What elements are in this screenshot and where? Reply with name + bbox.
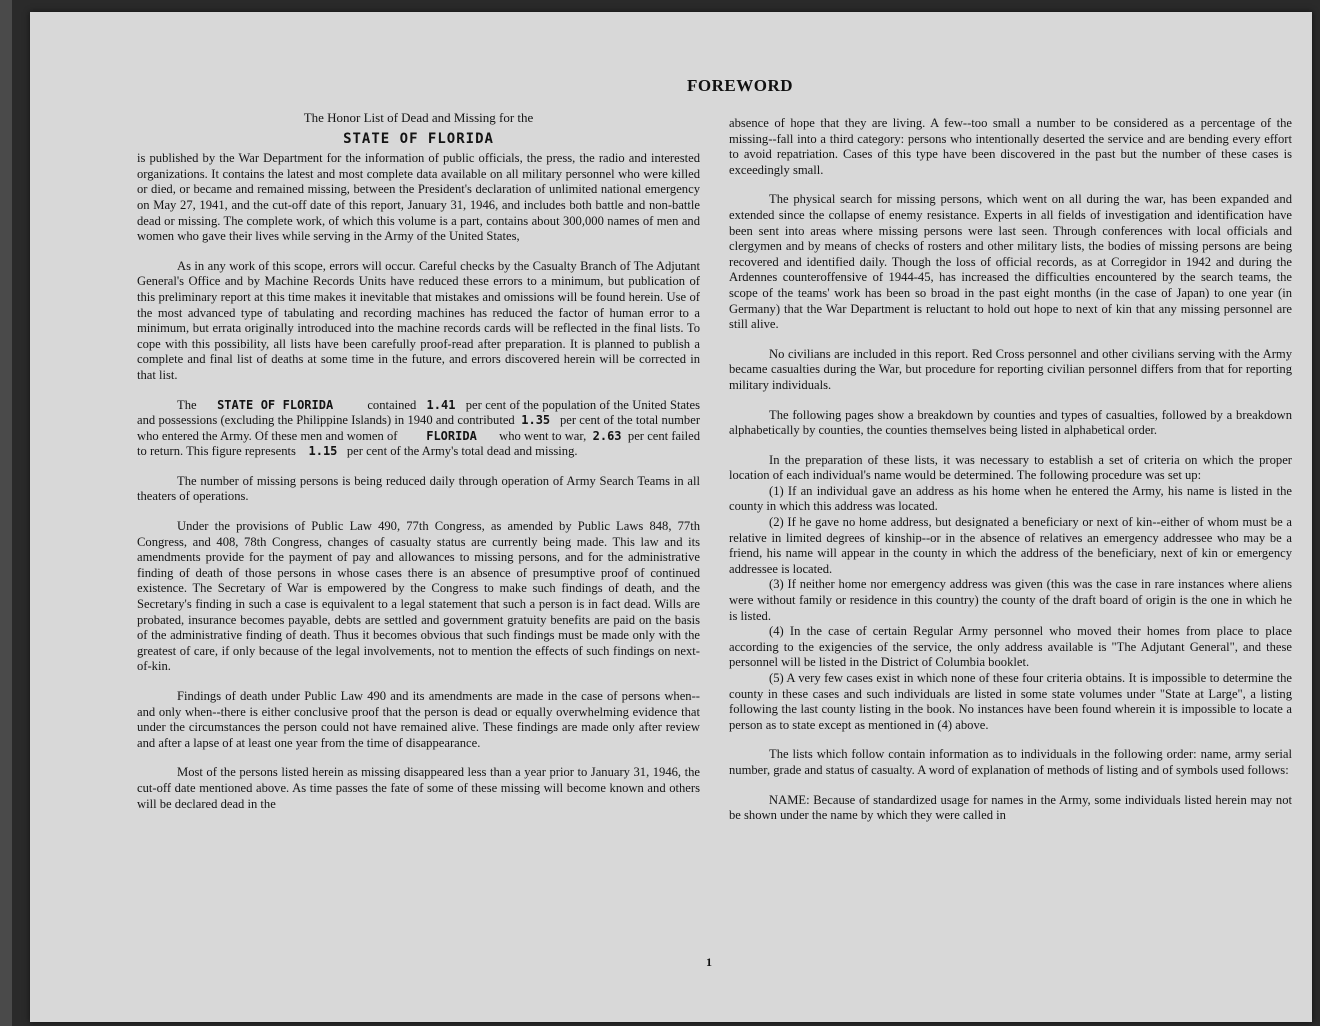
scan-edge — [0, 0, 12, 1026]
state-name-heading: STATE OF FLORIDA — [343, 130, 494, 147]
intro-paragraph: is published by the War Department for the information of public officials, the press, the radio and interested organizations. It contains the latest and most complete data available on all military personnel who were killed or died, or became and remained missing, between the President's declaration of unlimited national emergency on May 27, 1941, and the cut-off date of this report, January 31, 1946, and includes both battle and non-battle dead or missing. The complete work, of which this volume is a part, contains about 300,000 names of men and women who gave their lives while serving in the Army of the United States, — [137, 151, 700, 244]
stat-text: who went to war, — [499, 428, 587, 443]
page-title: FOREWORD — [687, 76, 793, 95]
public-law-paragraph: Under the provisions of Public Law 490, 77th Congress, as amended by Public Laws 848, 77th Congress, and 408, 78th Congress, changes of casualty status are currently being made. This law and its amendments provide for the payment of pay and allowances to missing persons, and for the administrative finding of death of those persons in whose cases there is an absence of presumptive proof of continued existence. The Secretary of War is empowered by the Congress to make such findings of death, and the Secretary's finding in such a case is equivalent to a legal statement that such a person is in fact dead. Wills are probated, insurance becomes payable, debts are settled and government gratuity benefits are paid on the basis of the administrative finding of death. Thus it becomes obvious that such findings must be made only with the greatest of care, if only because of the legal involvements, not to mention the effects of such findings on next-of-kin. — [137, 519, 700, 674]
civilians-paragraph: No civilians are included in this report. Red Cross personnel and other civilians serving with the Army became casualties during the War, but procedure for reporting civilian personnel differs from that for reporting military individuals. — [729, 346, 1292, 392]
stat-text: per cent failed to return. This figure represents — [137, 428, 701, 459]
criterion-3: (3) If neither home nor emergency address was given (this was the case in rare instances where aliens were without family or residence in this country) the county of the draft board of origin is the one in which he is listed. — [729, 577, 1292, 623]
stat-text: per cent of the Army's total dead and missing. — [346, 444, 578, 459]
continuation-paragraph: absence of hope that they are living. A few--too small a number to be considered as a percentage of the missing--fall into a third category: persons who intentionally deserted the service and are bending every effort to avoid repatriation. Cases of this type have been discovered in the past but the number of these cases is exceedingly small. — [729, 116, 1292, 177]
stat-value-population: 1.41 — [426, 397, 456, 412]
search-teams-paragraph: The number of missing persons is being reduced daily through operation of Army Search Teams in all theaters of operations. — [137, 473, 700, 504]
name-paragraph: NAME: Because of standardized usage for names in the Army, some individuals listed herein may not be shown under the name by which they were called in — [729, 792, 1292, 823]
criterion-2: (2) If he gave no home address, but designated a beneficiary or next of kin--either of whom must be a relative in limited degrees of kinship--or in the absence of relatives an emergency addressee who may be a friend, his name will appear in the county in which the address of the beneficiary, next of kin or emergency addressee is located. — [729, 515, 1292, 576]
criterion-1: (1) If an individual gave an address as his home when he entered the Army, his name is listed in the county in which this address was located. — [729, 483, 1292, 514]
stat-state: STATE OF FLORIDA — [217, 397, 334, 412]
stat-text: per cent of the population of the United States and possessions (excluding the Philippine Islands) in 1940 and contributed — [137, 397, 701, 428]
honor-list-heading: The Honor List of Dead and Missing for the — [303, 110, 534, 125]
breakdown-paragraph: The following pages show a breakdown by counties and types of casualties, followed by a breakdown alphabetically by counties, the counties themselves being listed in alphabetical order. — [729, 407, 1292, 438]
stat-value-entered: 1.35 — [521, 413, 551, 428]
stat-state: FLORIDA — [426, 428, 477, 443]
stat-text: The — [177, 397, 197, 412]
page-number: 1 — [706, 955, 712, 969]
right-column — [729, 116, 1292, 824]
criterion-5: (5) A very few cases exist in which none of these four criteria obtains. It is impossible to determine the county in these cases and such individuals are listed in some state volumes under "State at Large", a listing following the last county listing in the book. No instances have been found wherein it is impossible to locate a person as to state except as mentioned in (4) above. — [729, 671, 1292, 732]
stat-value-total: 1.15 — [308, 444, 338, 459]
stat-text: contained — [367, 397, 417, 412]
stat-text: per cent of the total number who entered the Army. Of these men and women of — [137, 413, 701, 443]
stat-value-failed: 2.63 — [592, 428, 622, 443]
physical-search-paragraph: The physical search for missing persons, which went on all during the war, has been expanded and extended since the collapse of enemy resistance. Experts in all fields of investigation and identification have been sent into areas where missing persons were last seen. Through conferences with local officials and clergymen and by means of checks of rosters and other military lists, the bodies of missing persons are being recovered and identified daily. Though the loss of official records, as at Corregidor in 1942 and during the Ardennes counteroffensive of 1944-45, has increased the difficulties encountered by the search teams, the scope of the teams' work has been so broad in the past eight months (in the case of Japan) to one year (in Germany) that the War Department is reluctant to hold out hope to next of kin that any missing personnel are still alive. — [729, 192, 1292, 332]
findings-paragraph: Findings of death under Public Law 490 and its amendments are made in the case of persons when--and only when--there is either conclusive proof that the person is dead or equally overwhelming evidence that under the circumstances the person could not have remained alive. These findings are made only after review and after a lapse of at least one year from the time of disappearance. — [137, 689, 700, 750]
criteria-paragraph: In the preparation of these lists, it was necessary to establish a set of criteria on which the proper location of each individual's name would be determined. The following procedure was set up: — [729, 452, 1292, 483]
statistics-paragraph — [137, 398, 700, 460]
missing-paragraph: Most of the persons listed herein as missing disappeared less than a year prior to January 31, 1946, the cut-off date mentioned above. As time passes the fate of some of these missing will become known and others will be declared dead in the — [137, 765, 700, 811]
left-column — [137, 110, 700, 812]
errors-paragraph: As in any work of this scope, errors will occur. Careful checks by the Casualty Branch of The Adjutant General's Office and by Machine Records Units have reduced these errors to a minimum, but publication of this preliminary report at this time makes it inevitable that mistakes and omissions will be found herein. Use of the most advanced type of tabulating and recording machines has reduced the factor of human error to a minimum, but errata originally introduced into the machine records cards will be reflected in the final lists. To cope with this possibility, all lists have been carefully proof-read after preparation. It is planned to publish a complete and final list of deaths at some time in the future, and errors discovered herein will be corrected in that list. — [137, 258, 700, 382]
criterion-4: (4) In the case of certain Regular Army personnel who moved their homes from place to place according to the exigencies of the service, the only address available is "The Adjutant General", and these personnel will be listed in the District of Columbia booklet. — [729, 624, 1292, 670]
lists-order-paragraph: The lists which follow contain information as to individuals in the following order: name, army serial number, grade and status of casualty. A word of explanation of methods of listing and of symbols used follows: — [729, 747, 1292, 777]
